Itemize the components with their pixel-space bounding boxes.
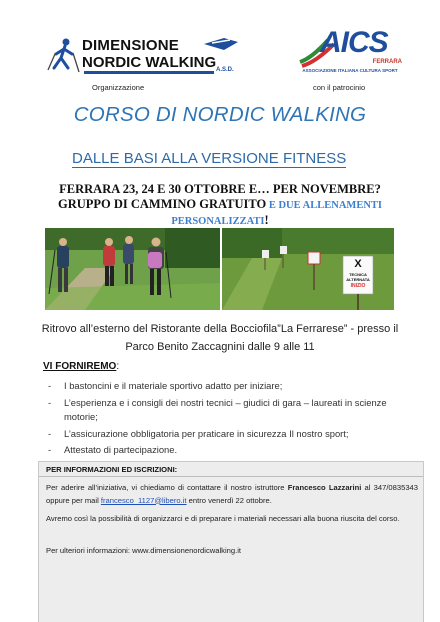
page-title: CORSO DI NORDIC WALKING xyxy=(73,103,367,126)
list-item: - Attestato di partecipazione. xyxy=(48,443,400,458)
email-link[interactable]: francesco_1127@libero.it xyxy=(100,495,187,505)
group-headline-main: GRUPPO DI CAMMINO GRATUITO xyxy=(57,197,267,211)
provide-heading xyxy=(43,361,119,372)
group-headline xyxy=(0,197,440,212)
brand-underline xyxy=(84,71,214,74)
instructor-name: Francesco Lazzarini xyxy=(287,483,362,492)
meeting-line-2: Parco Benito Zaccagnini dalle 9 alle 11 xyxy=(125,341,315,353)
sign-line-1: TECNICA xyxy=(349,272,367,277)
info-website-paragraph: Per ulteriori informazioni: www.dimensionenordicwalking.it xyxy=(46,546,241,555)
patronage-caption: con il patrocinio xyxy=(313,83,366,92)
sign-line-2: ALTERNATA xyxy=(346,277,370,282)
dates-headline: FERRARA 23, 24 E 30 OTTOBRE E… PER NOVEMBRE? xyxy=(59,182,381,196)
brand-line-2: NORDIC WALKING xyxy=(82,54,217,71)
sign-mark: X xyxy=(354,258,362,270)
aics-city: FERRARA xyxy=(372,59,402,65)
walkers-photo-image xyxy=(45,228,220,310)
provide-list xyxy=(48,379,400,460)
info-contact-paragraph xyxy=(46,482,418,507)
info-contact-a: Per aderire all’iniziativa, vi chiediamo di contattare il nostro istruttore xyxy=(46,483,288,492)
personalized-headline-tail: ! xyxy=(264,213,269,227)
organizer-caption: Organizzazione xyxy=(92,83,145,92)
brand-asd: A.S.D. xyxy=(216,67,234,73)
nordic-walker-icon xyxy=(44,36,84,74)
flag-icon xyxy=(202,36,240,52)
course-field-photo xyxy=(222,228,394,310)
provide-heading-colon: : xyxy=(116,361,120,372)
group-headline-blue: E DUE ALLENAMENTI xyxy=(266,200,383,211)
meeting-line-1: Ritrovo all’esterno del Ristorante della Bocciofila”La Ferrarese” - presso il xyxy=(41,323,399,335)
personalized-headline xyxy=(0,213,440,228)
sign-line-3: INIZIO xyxy=(350,283,366,289)
info-contact-c: entro venerdì 22 ottobre. xyxy=(186,495,272,505)
aics-wordmark: AICS xyxy=(320,26,388,59)
list-item: - L’assicurazione obbligatoria per praticare in sicurezza Il nostro sport; xyxy=(48,427,400,442)
page-subtitle: DALLE BASI ALLA VERSIONE FITNESS xyxy=(72,150,347,167)
info-box xyxy=(38,461,424,622)
dimensione-nordic-walking-logo xyxy=(44,34,240,76)
provide-heading-text: VI FORNIREMO xyxy=(43,361,117,372)
course-field-photo-image xyxy=(222,228,394,310)
walkers-photo xyxy=(45,228,220,310)
list-item: - I bastoncini e il materiale sportivo adatto per iniziare; xyxy=(48,379,400,394)
brand-line-1: DIMENSIONE xyxy=(82,37,180,54)
aics-logo xyxy=(298,22,402,82)
info-heading: PER INFORMAZIONI ED ISCRIZIONI: xyxy=(46,465,178,474)
info-organize-paragraph: Avremo così la possibilità di organizzarci e di preparare i materiali necessari alla buona riuscita del corso. xyxy=(46,514,400,523)
personalized-headline-blue: PERSONALIZZATI xyxy=(171,216,265,227)
info-contact-b: al 347/0835343 oppure per mail xyxy=(46,483,418,505)
aics-tagline: ASSOCIAZIONE ITALIANA CULTURA SPORT xyxy=(302,68,398,73)
list-item: - L’esperienza e i consigli dei nostri tecnici – giudici di gara – laureati in scienze motorie; xyxy=(48,396,400,425)
info-divider xyxy=(39,476,423,477)
